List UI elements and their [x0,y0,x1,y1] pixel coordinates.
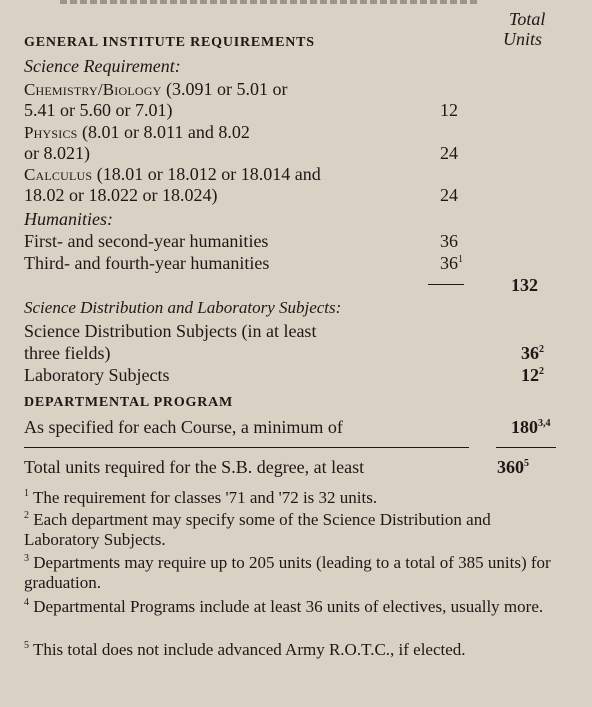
science-distribution-lab-heading: Science Distribution and Laboratory Subjects: [24,298,342,317]
footnote-mark-2: 2 [24,510,29,521]
footnote-text-3: Departments may require up to 205 units (leading to a total of 385 units) for graduation. [24,553,551,592]
humanities-first-second-year: First- and second-year humanities [24,231,269,251]
chemistry-biology-line2: 5.41 or 5.60 or 7.01) [24,100,173,120]
humanities-heading: Humanities: [24,209,113,229]
total-units-value: $360^5$ [497,457,529,477]
chemistry-biology-line1 [24,78,287,101]
calculus-subjects: (18.01 or 18.012 or 18.014 and [92,164,321,184]
science-distribution-line1: Science Distribution Subjects (in at least [24,321,317,341]
footnote-ref-1: 1 [458,254,463,265]
physics-label: Physics [24,123,78,142]
laboratory-subjects-units: $12^2$ [521,365,544,385]
footnote-mark-5: 5 [24,640,29,651]
total-right-rule [496,447,556,448]
total-units-header-line1: Total [509,9,546,29]
chemistry-biology-label: Chemistry/Biology [24,80,162,99]
laboratory-subjects-label: Laboratory Subjects [24,365,170,385]
footnote-mark-1: 1 [24,488,29,499]
physics-units: 24 [440,143,458,163]
cropped-heading-fragment [60,0,480,4]
humanities-first-second-units: 36 [440,231,458,251]
general-requirements-heading: GENERAL INSTITUTE REQUIREMENTS [24,35,315,50]
footnote-5 [24,640,569,660]
physics-line1 [24,121,250,144]
footnote-text-5: This total does not include advanced Army R.O.T.C., if elected. [29,640,466,659]
departmental-program-units: 180$^{3,4}$ [511,417,551,437]
total-left-rule [24,447,469,448]
general-requirements-total: 132 [511,275,538,295]
calculus-line1 [24,163,321,186]
footnote-ref-2a: 2 [539,344,544,355]
footnote-ref-3-4: 3,4 [538,418,551,429]
calculus-label: Calculus [24,165,93,184]
footnote-mark-3: 3 [24,553,29,564]
footnote-2 [24,510,569,550]
footnote-text-1: The requirement for classes '71 and '72 is 32 units. [29,488,378,507]
footnote-ref-2b: 2 [539,366,544,377]
humanities-third-fourth-units: $36^1$ [440,253,463,273]
physics-line2: or 8.021) [24,143,90,163]
physics-subjects: (8.01 or 8.011 and 8.02 [77,122,250,142]
footnote-text-2: Each department may specify some of the Science Distribution and Laboratory Subjects. [24,510,491,549]
chemistry-biology-units: 12 [440,100,458,120]
science-distribution-units: $36^2$ [521,343,544,363]
science-requirement-heading: Science Requirement: [24,56,181,76]
departmental-program-line: As specified for each Course, a minimum of [24,417,343,437]
footnote-3 [24,553,569,593]
departmental-program-heading: DEPARTMENTAL PROGRAM [24,395,234,410]
humanities-third-fourth-year: Third- and fourth-year humanities [24,253,270,273]
calculus-units: 24 [440,185,458,205]
total-units-header-line2: Units [503,29,543,49]
calculus-line2: 18.02 or 18.022 or 18.024) [24,185,218,205]
footnote-1 [24,488,569,508]
chemistry-biology-subjects: (3.091 or 5.01 or [161,79,288,99]
science-distribution-line2: three fields) [24,343,111,363]
footnote-ref-5: 5 [524,458,529,469]
subtotal-rule [428,284,464,285]
footnote-mark-4: 4 [24,597,29,608]
footnote-4 [24,597,569,617]
footnote-text-4: Departmental Programs include at least 36 units of electives, usually more. [29,597,544,616]
total-units-line: Total units required for the S.B. degree, at least [24,457,365,477]
